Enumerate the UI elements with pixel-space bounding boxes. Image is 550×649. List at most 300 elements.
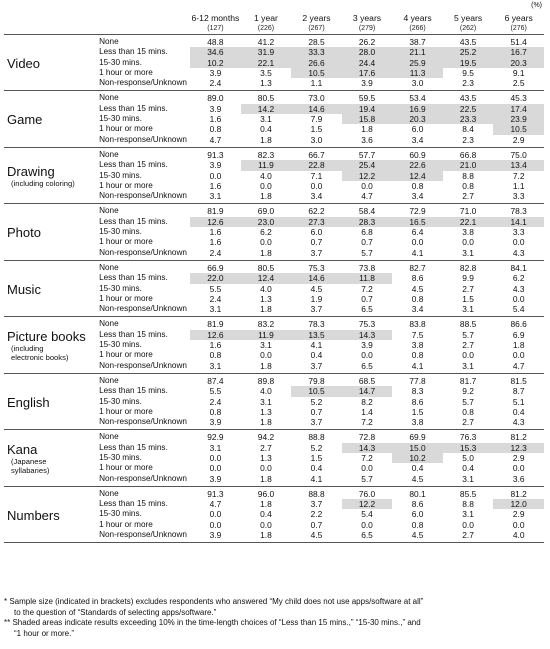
value-cell: 4.5: [310, 530, 323, 541]
shaded-value-cell: 22.1: [241, 58, 292, 68]
category-label: [4, 204, 96, 260]
row-label: 1 hour or more: [99, 350, 153, 360]
category-name: Drawing: [7, 164, 55, 180]
shaded-value-cell: 16.9: [392, 104, 443, 114]
value-cell: 68.5: [358, 375, 376, 386]
row-label: 1 hour or more: [99, 293, 153, 303]
shaded-value-cell: 12.6: [190, 330, 241, 340]
table-header: [4, 10, 544, 35]
value-cell: 45.3: [510, 93, 527, 104]
row-label: Non-response/Unknown: [99, 134, 187, 144]
value-cell: 53.4: [409, 93, 426, 104]
value-cell: 1.8: [260, 134, 272, 145]
row-label: 15-30 mins.: [99, 396, 142, 406]
value-cell: 7.5: [411, 329, 424, 340]
value-cell: 0.0: [260, 350, 272, 361]
value-cell: 80.1: [409, 488, 426, 499]
value-cell: 0.7: [361, 293, 373, 304]
value-cell: 0.8: [411, 519, 424, 530]
value-cell: 28.5: [308, 37, 325, 47]
value-cell: 57.7: [358, 149, 376, 160]
row-label: Less than 15 mins.: [99, 273, 168, 283]
value-cell: 4.1: [411, 247, 424, 258]
value-cell: 0.4: [260, 509, 272, 520]
category-label: [4, 147, 96, 203]
row-label: None: [99, 432, 119, 442]
shaded-value-cell: 10.2: [190, 58, 241, 68]
value-cell: 1.8: [260, 499, 272, 510]
value-cell: 4.1: [310, 340, 323, 351]
value-cell: 4.1: [411, 360, 424, 371]
value-cell: 0.7: [361, 237, 373, 248]
value-cell: 71.0: [459, 206, 477, 217]
value-cell: 6.5: [361, 304, 373, 315]
value-cell: 2.5: [512, 78, 525, 89]
value-cell: 0.4: [411, 463, 424, 474]
value-cell: 6.0: [411, 124, 424, 135]
value-cell: 5.5: [209, 283, 222, 294]
category-group: [4, 91, 544, 147]
value-cell: 2.4: [209, 247, 222, 258]
value-cell: 91.3: [207, 488, 224, 499]
value-cell: 78.3: [308, 319, 325, 330]
header-spacer: [4, 10, 96, 24]
value-cell: 75.3: [358, 319, 376, 330]
value-cell: 78.3: [510, 206, 527, 217]
value-cell: 62.2: [308, 206, 325, 217]
value-cell: 7.2: [361, 417, 373, 428]
row-label: None: [99, 375, 119, 385]
value-cell: 3.3: [512, 191, 525, 202]
value-cell: 8.2: [361, 396, 373, 407]
value-cell: 3.9: [209, 103, 222, 114]
category-name: Video: [7, 55, 41, 71]
shaded-value-cell: 17.4: [493, 104, 544, 114]
category-group: [4, 373, 544, 429]
value-cell: 1.6: [209, 340, 222, 351]
value-cell: 48.8: [207, 37, 224, 47]
table-row: [4, 317, 544, 330]
shaded-value-cell: 27.3: [291, 217, 342, 227]
value-cell: 5.0: [462, 452, 474, 463]
value-cell: 3.8: [411, 417, 424, 428]
value-cell: 4.3: [512, 283, 525, 294]
value-cell: 3.8: [462, 227, 474, 238]
category-name: Numbers: [7, 507, 60, 523]
category-group: [4, 260, 544, 316]
value-cell: 0.0: [260, 180, 272, 191]
row-label: Non-response/Unknown: [99, 78, 187, 88]
value-cell: 8.3: [411, 386, 424, 397]
value-cell: 2.2: [310, 509, 323, 520]
value-cell: 9.1: [512, 67, 525, 78]
value-cell: 0.8: [411, 180, 424, 191]
value-cell: 88.8: [308, 432, 325, 443]
row-label: None: [99, 488, 119, 498]
value-cell: 7.9: [310, 114, 323, 125]
shaded-value-cell: 31.9: [241, 47, 292, 57]
value-cell: 3.4: [411, 134, 424, 145]
value-cell: 75.0: [510, 149, 527, 160]
value-cell: 8.6: [411, 499, 424, 510]
value-cell: 1.1: [310, 78, 323, 89]
value-cell: 0.0: [361, 463, 373, 474]
value-cell: 3.1: [462, 509, 474, 520]
column-sample-size: (226): [241, 24, 292, 35]
value-cell: 92.9: [207, 432, 224, 443]
shaded-value-cell: 11.9: [241, 330, 292, 340]
shaded-value-cell: 16.7: [493, 47, 544, 57]
value-cell: 26.2: [358, 37, 376, 47]
value-cell: 6.5: [361, 530, 373, 541]
value-cell: 0.0: [209, 170, 222, 181]
value-cell: 0.0: [209, 452, 222, 463]
value-cell: 4.7: [361, 191, 373, 202]
row-label: None: [99, 262, 119, 272]
shaded-value-cell: 23.9: [493, 114, 544, 124]
footnote-line: ** Shaded areas indicate results exceeding 10% in the time-length choices of “Less than 15 mins.,” “15-30 mins.,” and: [4, 618, 421, 628]
row-label: Less than 15 mins.: [99, 499, 168, 509]
value-cell: 6.9: [512, 329, 525, 340]
value-cell: 82.7: [409, 262, 426, 273]
category-name: English: [7, 394, 50, 410]
column-header: 1 year: [254, 13, 278, 23]
category-group: [4, 35, 544, 91]
value-cell: 0.8: [462, 406, 474, 417]
row-label: 1 hour or more: [99, 124, 153, 134]
shaded-value-cell: 21.0: [443, 160, 494, 170]
shaded-value-cell: 12.2: [342, 171, 393, 181]
shaded-value-cell: 14.1: [493, 217, 544, 227]
value-cell: 2.4: [209, 396, 222, 407]
value-cell: 60.9: [409, 149, 426, 160]
value-cell: 0.0: [310, 180, 323, 191]
value-cell: 76.3: [459, 432, 477, 443]
column-sample-size: (276): [493, 24, 544, 35]
shaded-value-cell: 24.4: [342, 58, 393, 68]
value-cell: 76.0: [358, 488, 376, 499]
shaded-value-cell: 11.9: [241, 160, 292, 170]
header-spacer: [96, 10, 190, 24]
row-label: Non-response/Unknown: [99, 247, 187, 257]
footnotes: [4, 597, 544, 639]
row-label: Less than 15 mins.: [99, 386, 168, 396]
row-label: 15-30 mins.: [99, 509, 142, 519]
value-cell: 81.5: [510, 375, 527, 386]
shaded-value-cell: 14.3: [342, 443, 393, 453]
value-cell: 77.8: [409, 375, 426, 386]
value-cell: 2.3: [462, 134, 474, 145]
header-spacer: [4, 24, 96, 35]
value-cell: 81.9: [207, 319, 224, 330]
value-cell: 1.8: [260, 247, 272, 258]
value-cell: 5.7: [462, 329, 474, 340]
row-label: Less than 15 mins.: [99, 216, 168, 226]
value-cell: 3.1: [209, 304, 222, 315]
value-cell: 3.6: [512, 473, 525, 484]
value-cell: 1.8: [512, 340, 525, 351]
value-cell: 0.8: [411, 293, 424, 304]
row-label: Less than 15 mins.: [99, 47, 168, 57]
value-cell: 2.7: [462, 283, 474, 294]
row-label: 1 hour or more: [99, 463, 153, 473]
value-cell: 3.4: [411, 191, 424, 202]
value-cell: 43.5: [459, 37, 477, 47]
value-cell: 1.9: [310, 293, 323, 304]
value-cell: 5.4: [512, 304, 525, 315]
value-cell: 8.6: [411, 273, 424, 284]
value-cell: 3.9: [209, 473, 222, 484]
table-row: [4, 486, 544, 499]
value-cell: 2.3: [462, 78, 474, 89]
value-cell: 41.2: [257, 37, 275, 47]
usage-table: [4, 10, 544, 543]
row-label: Less than 15 mins.: [99, 442, 168, 452]
value-cell: 5.4: [361, 509, 373, 520]
value-cell: 0.0: [462, 350, 474, 361]
row-label: Less than 15 mins.: [99, 160, 168, 170]
category-label: [4, 260, 96, 316]
value-cell: 0.0: [512, 463, 525, 474]
column-header: 4 years: [403, 13, 432, 23]
value-cell: 0.7: [310, 237, 323, 248]
column-sample-size: (266): [392, 24, 443, 35]
value-cell: 2.7: [462, 340, 474, 351]
value-cell: 1.6: [209, 227, 222, 238]
unit-label: (%): [531, 2, 542, 9]
row-label: 1 hour or more: [99, 237, 153, 247]
row-label: 15-30 mins.: [99, 170, 142, 180]
value-cell: 3.7: [310, 304, 323, 315]
value-cell: 5.7: [361, 247, 373, 258]
value-cell: 8.8: [462, 499, 474, 510]
row-label: Non-response/Unknown: [99, 360, 187, 370]
value-cell: 1.8: [260, 360, 272, 371]
shaded-value-cell: 28.0: [342, 47, 393, 57]
value-cell: 0.0: [209, 463, 222, 474]
value-cell: 3.4: [411, 304, 424, 315]
category-subtitle: (including coloring): [11, 179, 75, 189]
value-cell: 0.0: [209, 509, 222, 520]
shaded-value-cell: 12.0: [493, 499, 544, 509]
row-label: Less than 15 mins.: [99, 103, 168, 113]
category-group: [4, 204, 544, 260]
row-label: Non-response/Unknown: [99, 417, 187, 427]
value-cell: 2.4: [209, 293, 222, 304]
value-cell: 1.1: [512, 180, 525, 191]
shaded-value-cell: 20.3: [493, 58, 544, 68]
value-cell: 0.4: [512, 406, 525, 417]
value-cell: 69.9: [409, 432, 426, 443]
column-sample-size: (267): [291, 24, 342, 35]
column-sample-size: (279): [342, 24, 393, 35]
value-cell: 89.0: [207, 93, 224, 104]
value-cell: 72.9: [409, 206, 426, 217]
category-name: Kana: [7, 442, 38, 458]
value-cell: 89.8: [257, 375, 275, 386]
row-label: 15-30 mins.: [99, 114, 142, 124]
column-header: 6 years: [504, 13, 533, 23]
value-cell: 9.5: [462, 67, 474, 78]
value-cell: 3.0: [411, 78, 424, 89]
value-cell: 1.4: [361, 406, 373, 417]
value-cell: 4.3: [512, 417, 525, 428]
value-cell: 80.5: [257, 262, 275, 273]
category-label: [4, 486, 96, 542]
value-cell: 1.5: [310, 124, 323, 135]
value-cell: 82.8: [459, 262, 477, 273]
shaded-value-cell: 12.2: [342, 499, 393, 509]
row-label: Less than 15 mins.: [99, 329, 168, 339]
value-cell: 58.4: [358, 206, 376, 217]
value-cell: 3.1: [462, 247, 474, 258]
shaded-value-cell: 15.3: [443, 443, 494, 453]
shaded-value-cell: 22.0: [190, 273, 241, 283]
footnote-line: to the question of “Standards of selecting apps/software.”: [14, 607, 217, 617]
value-cell: 7.1: [310, 170, 323, 181]
value-cell: 0.8: [209, 124, 222, 135]
value-cell: 9.9: [462, 273, 474, 284]
value-cell: 7.2: [361, 452, 373, 463]
value-cell: 3.4: [310, 191, 323, 202]
shaded-value-cell: 19.4: [342, 104, 393, 114]
value-cell: 3.6: [361, 134, 373, 145]
value-cell: 6.2: [512, 273, 525, 284]
value-cell: 1.5: [462, 293, 474, 304]
value-cell: 2.7: [462, 191, 474, 202]
value-cell: 3.8: [411, 340, 424, 351]
shaded-value-cell: 15.0: [392, 443, 443, 453]
value-cell: 7.2: [512, 170, 525, 181]
value-cell: 66.7: [308, 149, 325, 160]
shaded-value-cell: 10.2: [392, 453, 443, 463]
category-subtitle: (Japanese: [11, 457, 47, 467]
value-cell: 3.7: [310, 247, 323, 258]
shaded-value-cell: 23.0: [241, 217, 292, 227]
shaded-value-cell: 26.6: [291, 58, 342, 68]
row-label: Non-response/Unknown: [99, 304, 187, 314]
category-label: [4, 430, 96, 486]
row-label: 15-30 mins.: [99, 227, 142, 237]
row-label: None: [99, 93, 119, 103]
shaded-value-cell: 28.3: [342, 217, 393, 227]
shaded-value-cell: 22.1: [443, 217, 494, 227]
value-cell: 0.7: [310, 519, 323, 530]
row-label: Non-response/Unknown: [99, 530, 187, 540]
table-row: [4, 91, 544, 104]
value-cell: 0.8: [209, 406, 222, 417]
value-cell: 2.9: [512, 452, 525, 463]
row-label: 1 hour or more: [99, 180, 153, 190]
shaded-value-cell: 22.5: [443, 104, 494, 114]
value-cell: 73.0: [308, 93, 325, 104]
value-cell: 2.7: [462, 417, 474, 428]
value-cell: 3.9: [209, 67, 222, 78]
value-cell: 87.4: [207, 375, 224, 386]
value-cell: 0.8: [462, 180, 474, 191]
value-cell: 0.0: [512, 519, 525, 530]
value-cell: 3.1: [260, 114, 272, 125]
shaded-value-cell: 14.6: [291, 104, 342, 114]
footnote-line: “1 hour or more.”: [14, 628, 75, 638]
value-cell: 91.3: [207, 149, 224, 160]
value-cell: 3.9: [209, 417, 222, 428]
row-label: 15-30 mins.: [99, 283, 142, 293]
row-label: 1 hour or more: [99, 67, 153, 77]
value-cell: 4.7: [512, 360, 525, 371]
value-cell: 3.9: [209, 160, 222, 171]
value-cell: 81.9: [207, 206, 224, 217]
shaded-value-cell: 10.5: [493, 124, 544, 134]
value-cell: 4.7: [209, 134, 222, 145]
value-cell: 73.8: [358, 262, 376, 273]
value-cell: 0.0: [361, 519, 373, 530]
value-cell: 3.1: [209, 191, 222, 202]
value-cell: 66.9: [207, 262, 224, 273]
value-cell: 3.1: [462, 473, 474, 484]
value-cell: 0.0: [462, 519, 474, 530]
value-cell: 1.3: [260, 78, 272, 89]
value-cell: 2.9: [512, 509, 525, 520]
value-cell: 3.9: [361, 340, 373, 351]
shaded-value-cell: 12.4: [241, 273, 292, 283]
value-cell: 3.1: [462, 304, 474, 315]
category-subtitle: syllabaries): [11, 466, 50, 476]
value-cell: 3.7: [310, 499, 323, 510]
value-cell: 1.8: [260, 191, 272, 202]
shaded-value-cell: 23.3: [443, 114, 494, 124]
value-cell: 0.0: [462, 237, 474, 248]
value-cell: 5.7: [361, 473, 373, 484]
value-cell: 83.8: [409, 319, 426, 330]
value-cell: 0.4: [260, 124, 272, 135]
value-cell: 0.4: [310, 463, 323, 474]
column-header: 2 years: [302, 13, 331, 23]
value-cell: 4.0: [260, 386, 272, 397]
value-cell: 0.0: [361, 180, 373, 191]
shaded-value-cell: 34.6: [190, 47, 241, 57]
value-cell: 94.2: [257, 432, 275, 443]
row-label: 15-30 mins.: [99, 452, 142, 462]
value-cell: 69.0: [257, 206, 275, 217]
value-cell: 1.8: [260, 304, 272, 315]
shaded-value-cell: 14.7: [342, 386, 393, 396]
column-header: 6-12 months: [191, 13, 240, 23]
value-cell: 3.1: [462, 360, 474, 371]
value-cell: 75.3: [308, 262, 325, 273]
value-cell: 0.0: [361, 350, 373, 361]
value-cell: 5.1: [512, 396, 525, 407]
value-cell: 0.0: [260, 519, 272, 530]
shaded-value-cell: 20.3: [392, 114, 443, 124]
column-sample-size: (127): [190, 24, 241, 35]
value-cell: 4.0: [512, 530, 525, 541]
value-cell: 3.7: [310, 360, 323, 371]
value-cell: 4.5: [310, 283, 323, 294]
row-label: None: [99, 206, 119, 216]
value-cell: 81.7: [459, 375, 477, 386]
shaded-value-cell: 12.4: [392, 171, 443, 181]
value-cell: 4.5: [411, 283, 424, 294]
value-cell: 0.0: [260, 237, 272, 248]
value-cell: 3.1: [260, 340, 272, 351]
value-cell: 2.7: [462, 530, 474, 541]
header-spacer: [96, 24, 190, 35]
column-header: 3 years: [352, 13, 382, 23]
row-label: 1 hour or more: [99, 519, 153, 529]
category-group: [4, 147, 544, 203]
value-cell: 0.0: [411, 237, 424, 248]
